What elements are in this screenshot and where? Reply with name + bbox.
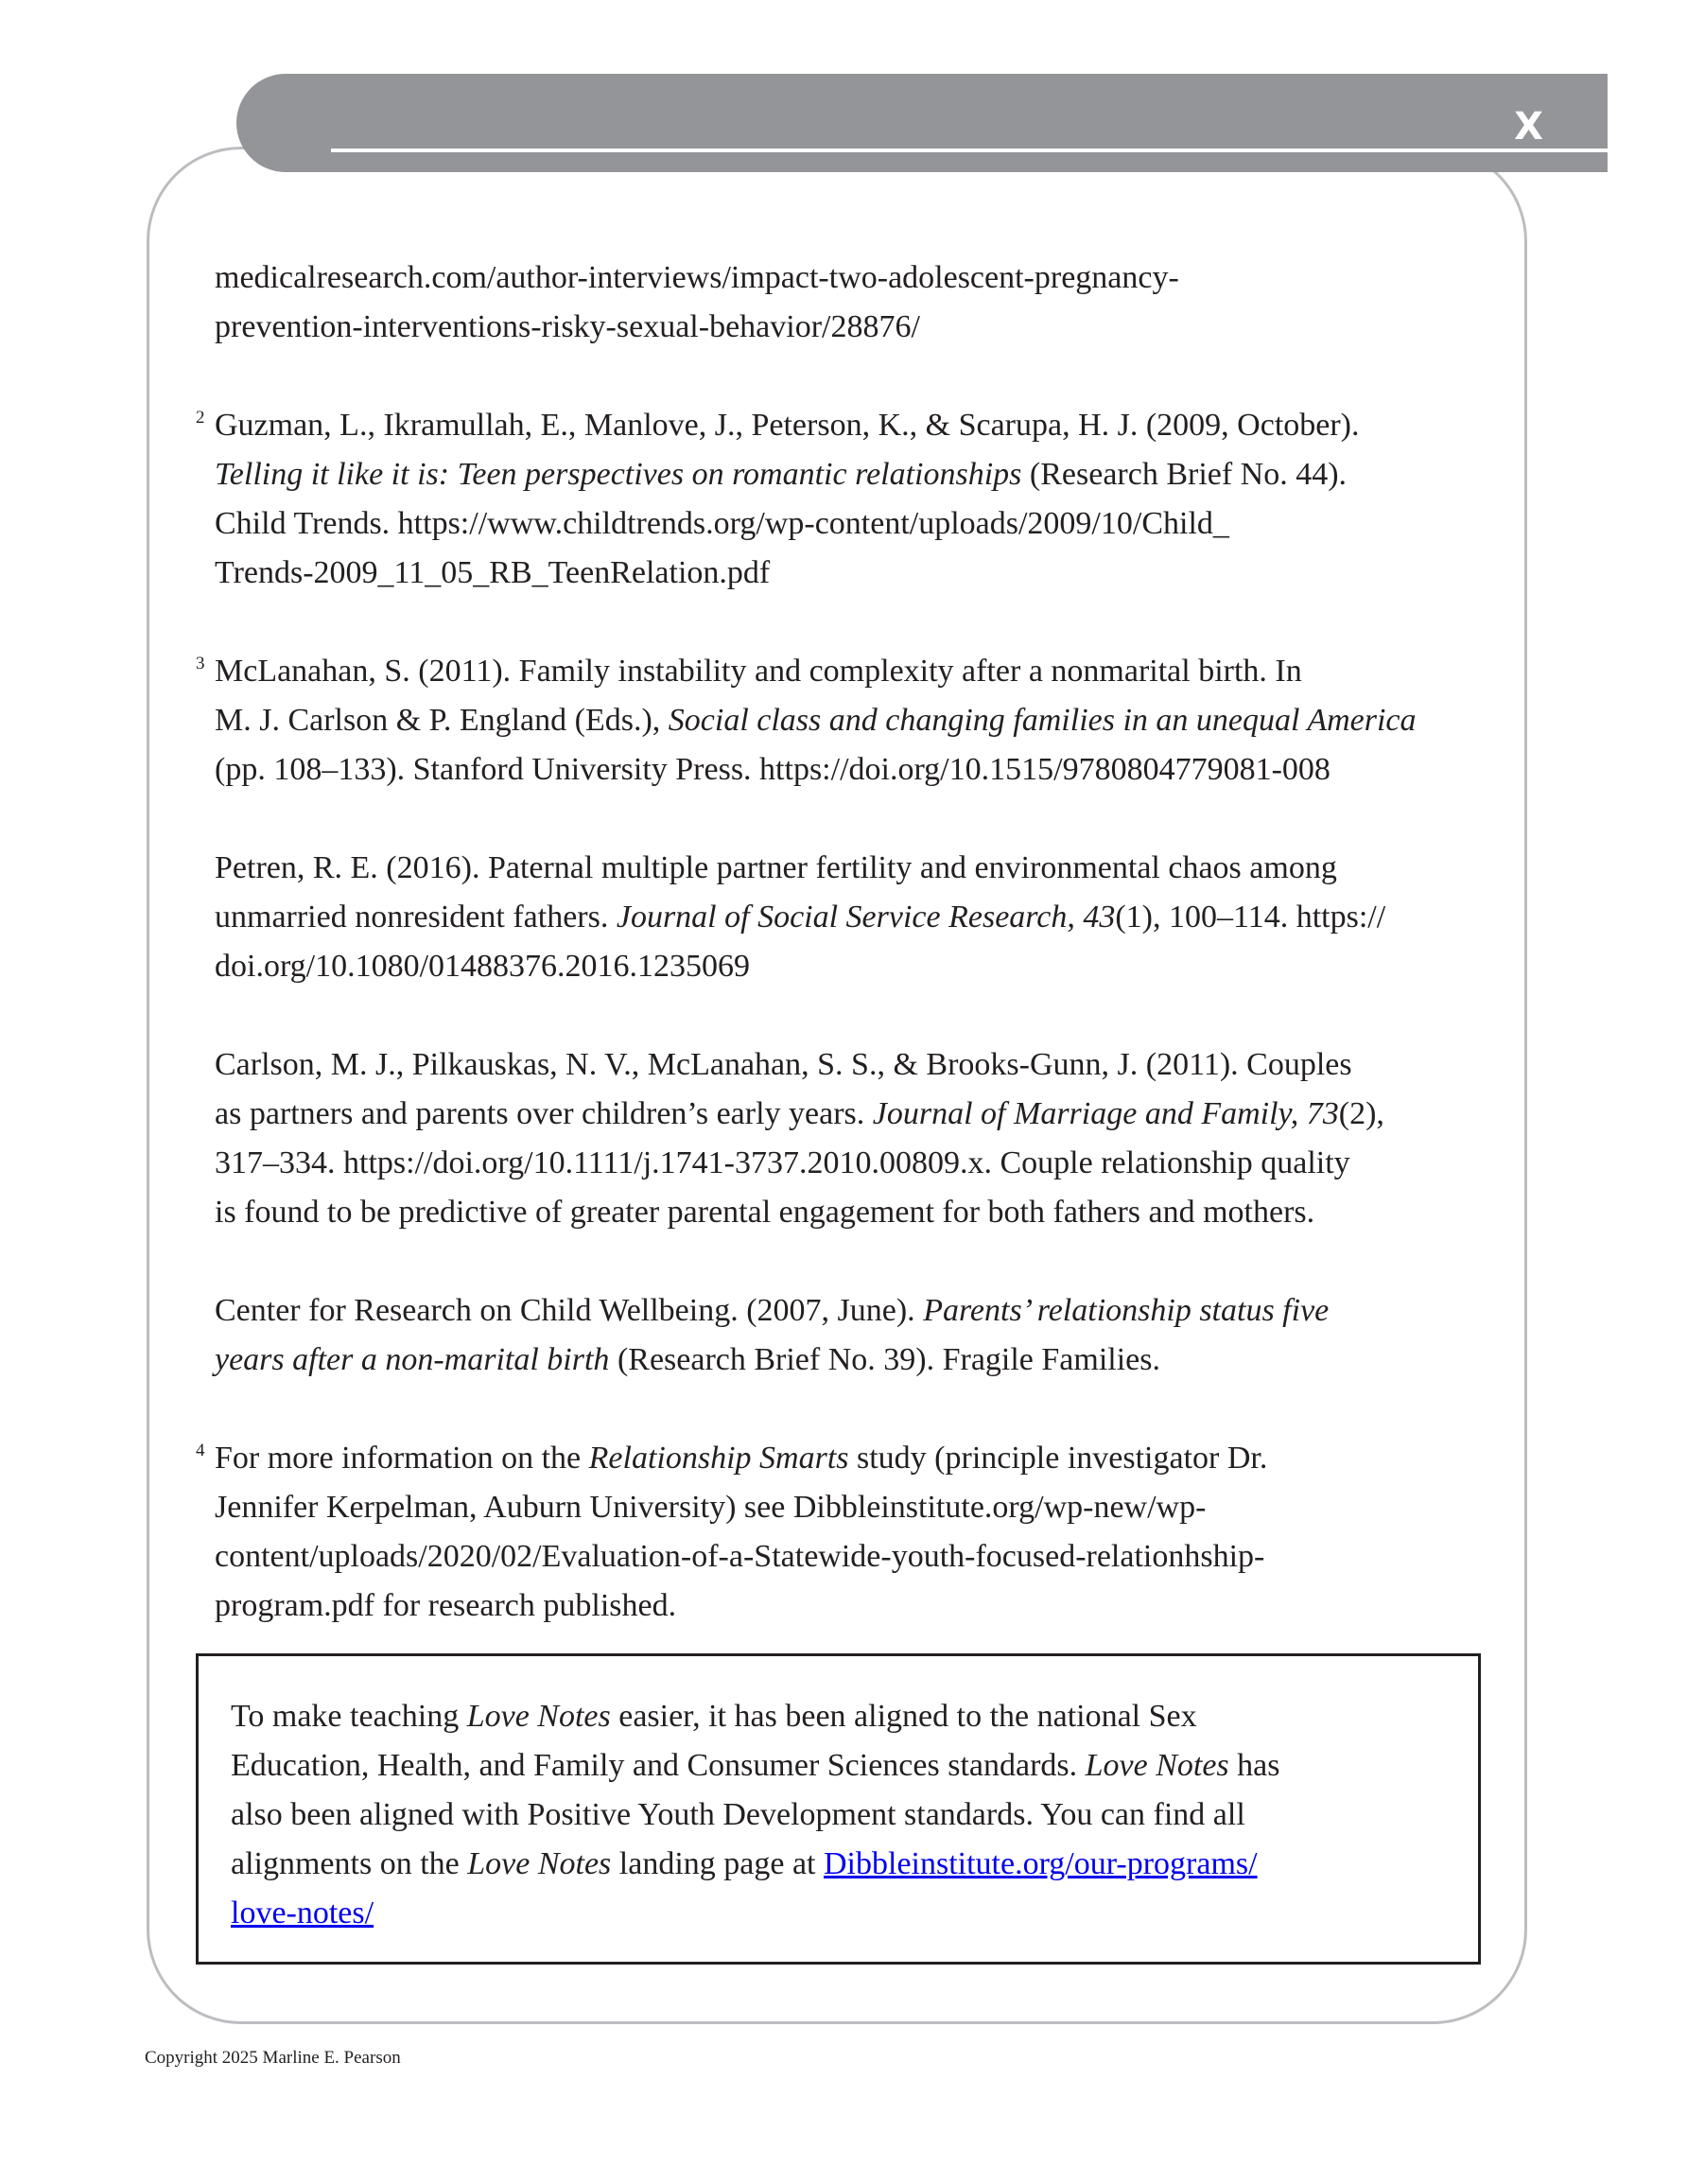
text-run: Guzman, L., Ikramullah, E., Manlove, J., Peterson, K., & Scarupa, H. J. (2009, October). bbox=[215, 408, 1360, 443]
italic-title: Love Notes bbox=[467, 1846, 612, 1881]
footnote-number: 3 bbox=[196, 654, 205, 673]
reference-line bbox=[215, 303, 1482, 352]
footnote-number: 2 bbox=[196, 408, 205, 428]
text-run: McLanahan, S. (2011). Family instability and complexity after a nonmarital birth. In bbox=[215, 654, 1302, 689]
text-run: is found to be predictive of greater parental engagement for both fathers and mothers. bbox=[215, 1195, 1315, 1230]
text-run: also been aligned with Positive Youth Development standards. You can find all bbox=[231, 1797, 1245, 1832]
reference-line bbox=[215, 1336, 1482, 1385]
landing-page-link[interactable]: Dibbleinstitute.org/our-programs/ bbox=[824, 1846, 1258, 1881]
text-run: alignments on the bbox=[231, 1846, 468, 1881]
text-run: Jennifer Kerpelman, Auburn University) see Dibbleinstitute.org/wp-new/wp- bbox=[215, 1490, 1207, 1525]
text-run: 317–334. https://doi.org/10.1111/j.1741-3737.2010.00809.x. Couple relationship quality bbox=[215, 1145, 1350, 1180]
text-run: prevention-interventions-risky-sexual-behavior/28876/ bbox=[215, 309, 920, 344]
reference-line bbox=[215, 1040, 1482, 1090]
landing-page-link[interactable]: love-notes/ bbox=[231, 1896, 374, 1931]
text-run: Carlson, M. J., Pilkauskas, N. V., McLanahan, S. S., & Brooks-Gunn, J. (2011). Couples bbox=[215, 1047, 1352, 1082]
reference-line bbox=[215, 1090, 1482, 1139]
page-header-tab bbox=[236, 74, 1608, 172]
italic-title: Journal of Marriage and Family, 73 bbox=[872, 1096, 1339, 1131]
reference-line bbox=[215, 253, 1482, 303]
note-line bbox=[231, 1889, 1280, 1938]
reference-entry bbox=[196, 401, 1482, 598]
text-run: Petren, R. E. (2016). Paternal multiple partner fertility and environmental chaos among bbox=[215, 850, 1337, 885]
reference-line bbox=[215, 844, 1482, 893]
text-run: (Research Brief No. 44). bbox=[1021, 457, 1348, 492]
text-run: as partners and parents over children’s early years. bbox=[215, 1096, 873, 1131]
note-line bbox=[231, 1791, 1280, 1840]
reference-line bbox=[215, 745, 1482, 795]
alignment-note-box bbox=[196, 1653, 1481, 1965]
endnotes-list bbox=[196, 253, 1482, 1631]
text-run: Education, Health, and Family and Consumer Sciences standards. bbox=[231, 1748, 1086, 1783]
reference-line bbox=[215, 499, 1482, 549]
italic-title: Journal of Social Service Research, 43 bbox=[616, 900, 1116, 935]
note-line bbox=[231, 1840, 1280, 1889]
text-run: Trends-2009_11_05_RB_TeenRelation.pdf bbox=[215, 555, 771, 590]
reference-entry bbox=[215, 844, 1482, 991]
reference-entry bbox=[196, 1434, 1482, 1631]
text-run: landing page at bbox=[611, 1846, 824, 1881]
text-run: has bbox=[1228, 1748, 1280, 1783]
note-line bbox=[231, 1741, 1280, 1791]
italic-title: Telling it like it is: Teen perspectives on romantic relationships bbox=[215, 457, 1022, 492]
alignment-note-text bbox=[231, 1692, 1280, 1938]
text-run: M. J. Carlson & P. England (Eds.), bbox=[215, 703, 669, 738]
text-run: study (principle investigator Dr. bbox=[848, 1441, 1268, 1476]
reference-line bbox=[215, 1581, 1482, 1631]
italic-title: Parents’ relationship status five bbox=[923, 1293, 1330, 1328]
page-number-mark: X bbox=[1514, 105, 1543, 149]
reference-line bbox=[215, 1286, 1482, 1336]
text-run: (1), 100–114. https:// bbox=[1115, 900, 1386, 935]
italic-title: Love Notes bbox=[1085, 1748, 1229, 1783]
reference-line bbox=[215, 450, 1482, 499]
text-run: medicalresearch.com/author-interviews/impact-two-adolescent-pregnancy- bbox=[215, 260, 1179, 295]
text-run: For more information on the bbox=[215, 1441, 589, 1476]
italic-title: years after a non-marital birth bbox=[215, 1342, 610, 1377]
text-run: To make teaching bbox=[231, 1699, 467, 1734]
text-run: (pp. 108–133). Stanford University Press. https://doi.org/10.1515/9780804779081-008 bbox=[215, 752, 1330, 787]
text-run: (Research Brief No. 39). Fragile Families. bbox=[609, 1342, 1161, 1377]
text-run: Center for Research on Child Wellbeing. (2007, June). bbox=[215, 1293, 924, 1328]
reference-line bbox=[215, 401, 1482, 450]
reference-entry bbox=[215, 1286, 1482, 1385]
reference-line bbox=[215, 1483, 1482, 1532]
reference-entry bbox=[196, 647, 1482, 795]
text-run: (2), bbox=[1338, 1096, 1384, 1131]
text-run: doi.org/10.1080/01488376.2016.1235069 bbox=[215, 949, 751, 984]
reference-line bbox=[215, 1188, 1482, 1237]
italic-title: Relationship Smarts bbox=[588, 1441, 849, 1476]
reference-line bbox=[215, 1139, 1482, 1188]
footnote-number: 4 bbox=[196, 1441, 205, 1460]
text-run: program.pdf for research published. bbox=[215, 1588, 677, 1623]
reference-entry bbox=[215, 253, 1482, 352]
reference-entry bbox=[215, 1040, 1482, 1237]
reference-line bbox=[215, 696, 1482, 745]
text-run: unmarried nonresident fathers. bbox=[215, 900, 617, 935]
reference-line bbox=[215, 942, 1482, 991]
copyright-footer: Copyright 2025 Marline E. Pearson bbox=[145, 2048, 401, 2068]
reference-line bbox=[215, 1434, 1482, 1483]
reference-line bbox=[215, 1532, 1482, 1581]
text-run: easier, it has been aligned to the national Sex bbox=[610, 1699, 1197, 1734]
text-run: content/uploads/2020/02/Evaluation-of-a-Statewide-youth-focused-relationhship- bbox=[215, 1539, 1265, 1574]
note-line bbox=[231, 1692, 1280, 1741]
text-run: Child Trends. https://www.childtrends.org/wp-content/uploads/2009/10/Child_ bbox=[215, 506, 1229, 541]
reference-line bbox=[215, 549, 1482, 598]
header-rule bbox=[331, 149, 1608, 152]
italic-title: Social class and changing families in an unequal America bbox=[668, 703, 1417, 738]
reference-line bbox=[215, 893, 1482, 942]
italic-title: Love Notes bbox=[466, 1699, 611, 1734]
reference-line bbox=[215, 647, 1482, 696]
